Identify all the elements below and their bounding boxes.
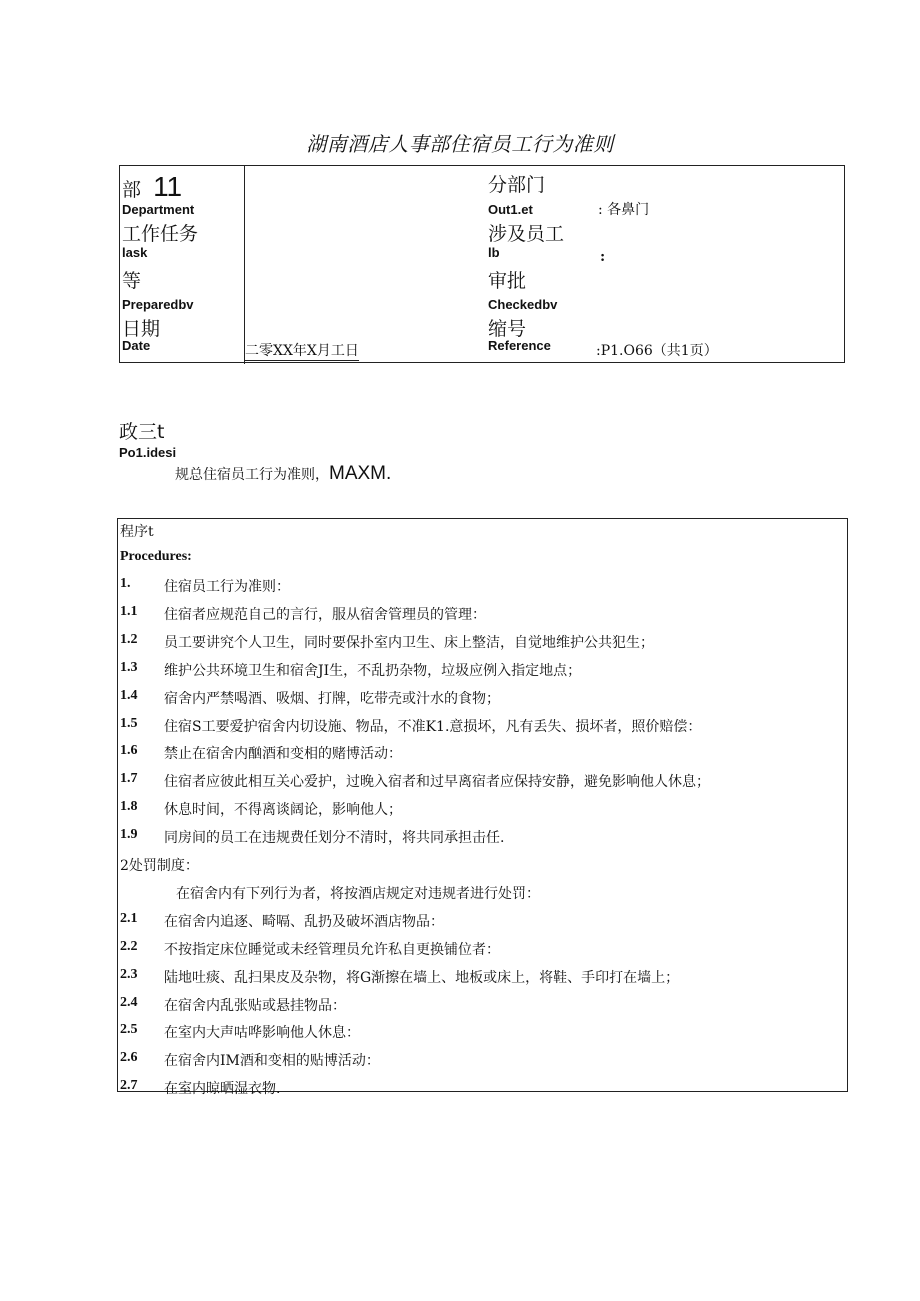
procedure-text: 员工要讲究个人卫生，同时要保扑室内卫生、床上整洁，自觉地维护公共犯生； bbox=[164, 634, 654, 651]
task-label-cn: 工作任务 bbox=[122, 223, 199, 245]
sub-department-label-cn: 分部门 bbox=[488, 174, 546, 196]
procedure-number: 1.3 bbox=[120, 659, 138, 675]
prepared-label-cn: 等 bbox=[122, 270, 142, 292]
reference-label-en: Reference bbox=[488, 338, 551, 353]
staff-label-en: lb bbox=[488, 245, 500, 260]
procedure-number: 1.6 bbox=[120, 743, 138, 759]
procedure-number: 2.2 bbox=[120, 938, 138, 954]
policy-text-main: 规总住宿员工行为准则， bbox=[175, 467, 329, 483]
procedure-number: 1.9 bbox=[120, 827, 138, 843]
procedure-text: 禁止在宿舍内酗酒和变相的赌博活动： bbox=[164, 746, 402, 763]
date-label-cn: 日期 bbox=[122, 318, 161, 340]
procedure-text: 在宿舍内乱张贴或悬挂物品： bbox=[164, 997, 346, 1014]
header-table bbox=[119, 165, 845, 363]
department-label-cn: 部 11 bbox=[122, 171, 183, 202]
document-title: 湖南酒店人事部住宿员工行为准则 bbox=[306, 132, 614, 156]
procedure-text: 在室内晾晒湿衣物. bbox=[164, 1081, 281, 1098]
date-value: 二零XX年X月工日 bbox=[245, 340, 359, 361]
procedures-heading-en: Procedures: bbox=[120, 549, 192, 564]
procedure-text: 在室内大声咕哗影响他人休息： bbox=[164, 1025, 360, 1042]
procedure-text: 在宿舍内有下列行为者，将按酒店规定对违规者进行处罚： bbox=[176, 885, 540, 902]
procedure-text: 陆地吐痰、乱扫果皮及杂物，将G渐擦在墙上、地板或床上，将鞋、手印打在墙上； bbox=[164, 969, 680, 986]
prepared-label-en: Preparedbv bbox=[122, 297, 194, 312]
policy-heading-en: Po1.idesi bbox=[119, 445, 177, 460]
procedure-text: 同房间的员工在违规费任划分不清时，将共同承担击任. bbox=[164, 830, 505, 847]
procedure-text: 住宿员工行为准则： bbox=[164, 579, 290, 595]
task-label-en: lask bbox=[122, 245, 148, 260]
sub-department-label-en: Out1.et bbox=[488, 202, 533, 217]
table-divider bbox=[244, 166, 245, 364]
checked-label-cn: 审批 bbox=[488, 270, 527, 292]
staff-value: : bbox=[600, 249, 606, 265]
procedure-number: 2.3 bbox=[120, 966, 138, 982]
procedure-text: 休息时间，不得离谈阔论，影响他人； bbox=[164, 802, 402, 819]
checked-label-en: Checkedbv bbox=[488, 297, 558, 312]
reference-value: :P1.O66（共1页） bbox=[596, 343, 718, 359]
procedures-box bbox=[117, 518, 848, 1098]
procedure-number: 1.4 bbox=[120, 687, 138, 703]
department-number: 11 bbox=[153, 171, 183, 202]
staff-label-cn: 涉及员工 bbox=[488, 223, 565, 245]
policy-text-tail: MAXM. bbox=[329, 463, 392, 484]
procedure-number: 2.7 bbox=[120, 1078, 138, 1094]
procedures-heading-cn: 程序t bbox=[120, 524, 154, 540]
sub-department-value: : 各鼻门 bbox=[598, 202, 650, 218]
procedure-text: 维护公共环境卫生和宿舍JI生，不乱扔杂物，垃圾应例入指定地点； bbox=[164, 662, 582, 679]
procedure-number: 2.5 bbox=[120, 1022, 138, 1038]
procedure-text: 不按指定床位睡觉或未经管理员允许私自更换铺位者： bbox=[164, 941, 500, 958]
procedure-number: 1.1 bbox=[120, 603, 138, 619]
procedure-number: 2.6 bbox=[120, 1050, 138, 1066]
procedure-number: 1.8 bbox=[120, 799, 138, 815]
procedure-text: 在宿舍内IM酒和变相的贴博活动： bbox=[164, 1053, 380, 1070]
procedure-text: 住宿者应规范自己的言行，服从宿舍管理员的管理： bbox=[164, 606, 486, 623]
procedure-number: 1. bbox=[120, 576, 131, 591]
procedure-number: 1.5 bbox=[120, 715, 138, 731]
procedure-number: 1.2 bbox=[120, 631, 138, 647]
procedure-text: 宿舍内严禁喝酒、吸烟、打牌，吃带壳或汁水的食物； bbox=[164, 690, 500, 707]
procedure-text: 住宿者应彼此相互关心爱护，过晚入宿者和过早离宿者应保持安静，避免影响他人休息； bbox=[164, 774, 710, 791]
reference-label-cn: 缩号 bbox=[488, 318, 527, 340]
policy-heading-cn: 政三t bbox=[119, 421, 165, 443]
procedure-number: 2.4 bbox=[120, 994, 138, 1010]
procedure-text: 在宿舍内追逐、畸嗝、乱扔及破坏酒店物品： bbox=[164, 913, 444, 930]
policy-text bbox=[175, 463, 391, 485]
procedure-number: 2.1 bbox=[120, 910, 138, 926]
procedure-text: 住宿S工要爱护宿舍内切设施、物品，不准K1.意损坏，凡有丢失、损坏者，照价赔偿： bbox=[164, 718, 702, 735]
procedure-number: 1.7 bbox=[120, 771, 138, 787]
department-label-en: Department bbox=[122, 202, 195, 217]
procedure-text: 2处罚制度： bbox=[120, 858, 199, 874]
date-label-en: Date bbox=[122, 338, 151, 353]
